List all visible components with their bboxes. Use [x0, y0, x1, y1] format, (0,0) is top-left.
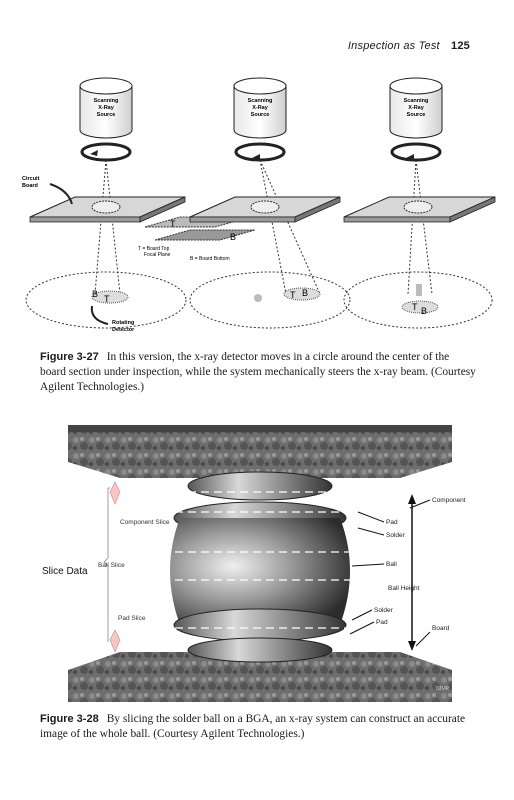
panel-3 [344, 78, 495, 328]
page-number: 125 [451, 40, 470, 52]
solder-top-label: Solder [386, 532, 405, 539]
figure-3-27-text: In this version, the x-ray detector moves in a circle around the center of the board section under inspection, while the system mechanically steers the x-ray beam. (Courtesy Agilent Technologies.) [40, 351, 476, 393]
rotating-detector-line1: Rotating [112, 320, 135, 326]
circuit-board-label-line1: Circuit [22, 176, 40, 182]
figure-3-27-diagram [20, 62, 500, 342]
letter-b-slice: B [230, 232, 237, 242]
component-slice-label: Component Slice [120, 519, 170, 526]
panel-2 [190, 78, 350, 328]
ball-height-label: Ball Height [388, 585, 420, 592]
running-head [348, 40, 470, 52]
legend-top: T = Board Top [138, 246, 170, 252]
figure-3-27-number: Figure 3-27 [40, 351, 99, 363]
component-label: Component [432, 497, 466, 504]
panel-1 [22, 78, 186, 333]
legend-bottom: B = Board Bottom [190, 256, 230, 262]
letter-t-2: T [290, 290, 296, 300]
detector-path-2 [190, 272, 350, 328]
letter-b-3: B [421, 306, 428, 316]
slice-data-label: Slice Data [42, 566, 88, 577]
letter-b-2: B [302, 288, 309, 298]
letter-b-1: B [92, 289, 99, 299]
ball-label: Ball [386, 561, 397, 568]
rotating-detector-line2: Detector [112, 327, 135, 333]
source-3-line3: Source [406, 112, 426, 118]
pad-top-label: Pad [386, 519, 398, 526]
rotation-ring-1 [82, 144, 130, 160]
watermark: 03MP [436, 686, 450, 692]
letter-t-1: T [104, 294, 110, 304]
solder-bottom-label: Solder [374, 607, 393, 614]
letter-t-slice: T [170, 219, 176, 229]
figure-3-28-number: Figure 3-28 [40, 713, 99, 725]
rotating-detector-arrow [92, 306, 108, 324]
xray-source-1 [80, 78, 132, 138]
source-2-line1: Scanning [247, 98, 273, 104]
component-plate [68, 425, 452, 478]
running-title: Inspection as Test [347, 40, 440, 52]
source-1-line1: Scanning [93, 98, 119, 104]
circuit-board-label-line2: Board [22, 183, 38, 189]
board-label: Board [432, 625, 450, 632]
source-1-line2: X-Ray [98, 105, 114, 111]
rotation-ring-3 [392, 144, 440, 160]
focal-plane-slices [138, 217, 255, 262]
source-2-line3: Source [250, 112, 270, 118]
circuit-board-1 [30, 197, 185, 222]
solder-ball [170, 472, 350, 662]
figure-3-28-caption [40, 712, 476, 742]
legend-focal: Focal Plane [144, 252, 171, 258]
source-1-line3: Source [96, 112, 116, 118]
ball-slice-label: Ball Slice [98, 562, 125, 569]
pad-slice-label: Pad Slice [118, 615, 146, 622]
figure-3-28-text: By slicing the solder ball on a BGA, an x-ray system can construct an accurate image of the whole ball. (Courtesy Agilent Technologies.) [40, 713, 466, 740]
figure-3-27-caption [40, 350, 476, 395]
figure-3-28-diagram [40, 420, 480, 705]
detector-path-3 [344, 272, 492, 328]
source-3-line2: X-Ray [408, 105, 424, 111]
source-3-line1: Scanning [403, 98, 429, 104]
letter-t-3: T [412, 302, 418, 312]
pad-bottom-label: Pad [376, 619, 388, 626]
source-2-line2: X-Ray [252, 105, 268, 111]
detector-plate-3 [402, 301, 438, 313]
